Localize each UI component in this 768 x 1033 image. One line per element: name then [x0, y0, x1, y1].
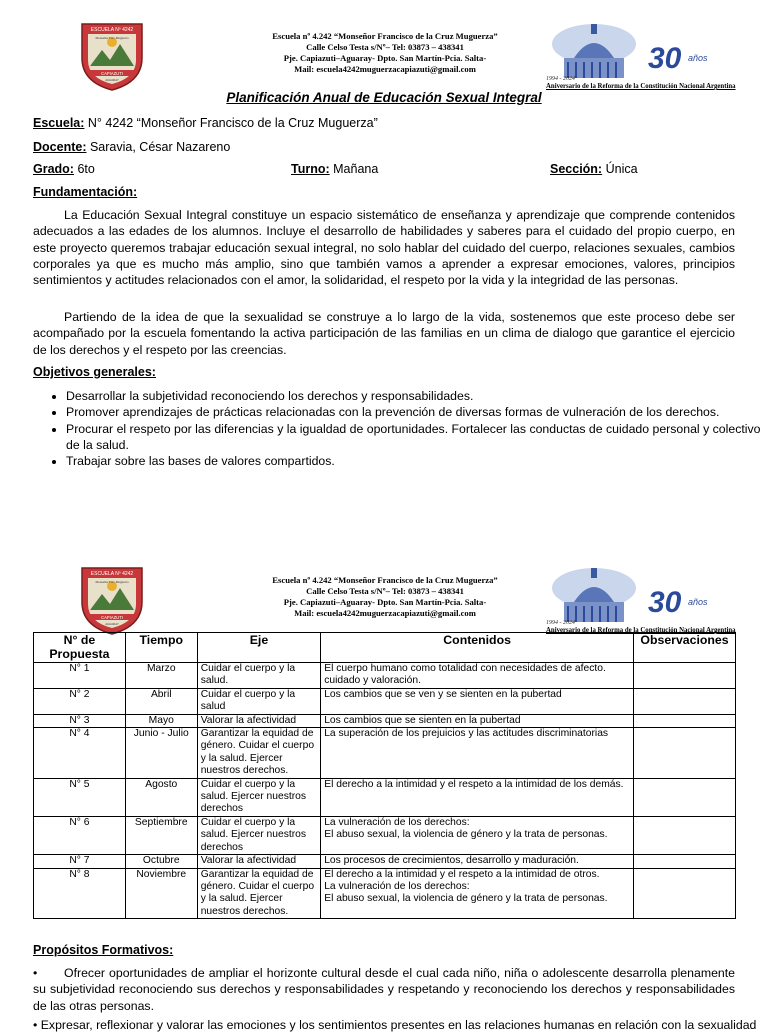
cell-observations: [634, 663, 736, 689]
letterhead: [0, 552, 768, 642]
anniversary-caption: Aniversario de la Reforma de la Constitución Nacional Argentina: [546, 83, 736, 90]
header-axis: Eje: [197, 633, 321, 663]
planning-table: [33, 632, 736, 919]
crest-town: AGUARAY: [105, 78, 119, 82]
crest-motto: Monseñor Fco. Muguerza: [95, 36, 129, 40]
cell-time: Marzo: [125, 663, 197, 689]
header-observations: Observaciones: [634, 633, 736, 663]
objetivos-heading: Objetivos generales:: [33, 365, 156, 379]
cell-contents: El derecho a la intimidad y el respeto a la intimidad de los demás.: [321, 778, 634, 816]
cell-time: Junio - Julio: [125, 728, 197, 779]
cell-observations: [634, 855, 736, 868]
crest-town: AGUARAY: [105, 622, 119, 626]
fundamentacion-paragraph-2: Partiendo de la idea de que la sexualidad se construye a lo largo de la vida, sostenemos que este proceso debe ser acompañado por la escuela fomentando la activa participación de las familias en un clima de dialogo que garantice el ejercicio de los derechos y el respeto por las creencias.: [33, 310, 735, 357]
table-row: [34, 778, 736, 816]
list-item: • Trabajar sobre las bases de valores compartidos.: [66, 453, 768, 469]
cell-number: N° 6: [34, 816, 126, 854]
teacher-value: Saravia, César Nazareno: [89, 140, 231, 154]
cell-axis: Cuidar el cuerpo y la salud. Ejercer nuestros derechos: [197, 778, 321, 816]
teacher-label: Docente:: [33, 140, 87, 154]
cell-number: N° 2: [34, 688, 126, 714]
anniversary-logo: [544, 22, 736, 94]
shift-value: Mañana: [333, 162, 379, 176]
cell-axis: Valorar la afectividad: [197, 714, 321, 727]
table-row: [34, 855, 736, 868]
cell-time: Octubre: [125, 855, 197, 868]
anniversary-caption: Aniversario de la Reforma de la Constitución Nacional Argentina: [546, 627, 736, 634]
address-line: Calle Celso Testa s/Nº– Tel: 03873 – 438341: [306, 586, 464, 596]
cell-contents: [321, 868, 634, 919]
cell-number: N° 7: [34, 855, 126, 868]
anniversary-suffix: años: [688, 597, 708, 607]
school-crest-logo: [78, 564, 146, 636]
cell-axis: Garantizar la equidad de género. Cuidar el cuerpo y la salud. Ejercer nuestros derechos.: [197, 868, 321, 919]
cell-number: N° 5: [34, 778, 126, 816]
crest-motto: Monseñor Fco. Muguerza: [95, 580, 129, 584]
table-row: [34, 868, 736, 919]
propositos-heading: Propósitos Formativos:: [33, 943, 174, 957]
address-line: Pje. Capiazuti–Aguaray- Dpto. San Martín-Pcia. Salta-: [283, 597, 487, 607]
cell-time: Noviembre: [125, 868, 197, 919]
school-label: Escuela:: [33, 116, 85, 130]
school-crest-logo: [78, 20, 146, 92]
address-line: Mail: escuela4242muguerzacapiazuti@gmail.com: [294, 64, 476, 74]
anniversary-years: 1994 - 2024: [546, 76, 575, 82]
table-row: [34, 663, 736, 689]
congress-building-icon: [544, 22, 724, 82]
grade-label: Grado:: [33, 162, 74, 176]
content-line: La vulneración de los derechos:: [324, 816, 470, 828]
content-line: El derecho a la intimidad y el respeto a la intimidad de otros.: [324, 868, 600, 880]
table-row: [34, 816, 736, 854]
cell-contents: [321, 816, 634, 854]
cell-number: N° 8: [34, 868, 126, 919]
address-line: Escuela nº 4.242 “Monseñor Francisco de la Cruz Muguerza”: [272, 575, 498, 585]
cell-observations: [634, 868, 736, 919]
letterhead: [0, 0, 768, 90]
cell-contents: Los cambios que se ven y se sienten en la pubertad: [321, 688, 634, 714]
cell-axis: Valorar la afectividad: [197, 855, 321, 868]
document-title: Planificación Anual de Educación Sexual Integral: [226, 90, 542, 105]
cell-contents: Los procesos de crecimientos, desarrollo y maduración.: [321, 855, 634, 868]
section-field: [550, 162, 638, 176]
address-line: Pje. Capiazuti–Aguaray- Dpto. San Martín-Pcia. Salta-: [283, 53, 487, 63]
propositos-paragraph-2: • Expresar, reflexionar y valorar las emociones y los sentimientos presentes en las relaciones humanas en relación con la sexualidad: [33, 1018, 757, 1032]
anniversary-number: 30: [648, 42, 682, 75]
cell-observations: [634, 816, 736, 854]
list-item: • Desarrollar la subjetividad reconociendo los derechos y responsabilidades.: [66, 388, 768, 404]
cell-time: Septiembre: [125, 816, 197, 854]
cell-number: N° 4: [34, 728, 126, 779]
cell-axis: Garantizar la equidad de género. Cuidar el cuerpo y la salud. Ejercer nuestros derechos.: [197, 728, 321, 779]
cell-observations: [634, 728, 736, 779]
address-line: Calle Celso Testa s/Nº– Tel: 03873 – 438341: [306, 42, 464, 52]
list-item: • Procurar el respeto por las diferencias y la igualdad de oportunidades. Fortalecer las conductas de cuidado personal y colectivo de la salud.: [66, 421, 768, 454]
teacher-field: [33, 140, 230, 154]
table-row: [34, 688, 736, 714]
cell-contents: Los cambios que se sienten en la pubertad: [321, 714, 634, 727]
header-proposal-number: N° de Propuesta: [34, 633, 126, 663]
cell-observations: [634, 778, 736, 816]
content-line: El abuso sexual, la violencia de género y la trata de personas.: [324, 829, 608, 841]
cell-contents: La superación de los prejuicios y las actitudes discriminatorias: [321, 728, 634, 779]
crest-place: CAPIAZUTI: [101, 71, 123, 76]
content-line: La vulneración de los derechos:: [324, 880, 470, 892]
cell-observations: [634, 688, 736, 714]
propositos-text: Ofrecer oportunidades de ampliar el horizonte cultural desde el cual cada niño, niña o adolescente desarrolla plenamente su subjetividad reconociendo sus derechos y responsabilidades y respetando y reconociendo los derechos y responsabilidades de las otras personas.: [33, 966, 735, 1013]
page-2: [0, 552, 768, 1032]
cell-contents: El cuerpo humano como totalidad con necesidades de afecto. cuidado y valoración.: [321, 663, 634, 689]
objetivos-list: [33, 388, 768, 469]
cell-time: Abril: [125, 688, 197, 714]
school-value: N° 4242 “Monseñor Francisco de la Cruz Muguerza”: [87, 116, 378, 130]
anniversary-logo: [544, 566, 736, 638]
content-line: El abuso sexual, la violencia de género y la trata de personas.: [324, 893, 608, 905]
anniversary-suffix: años: [688, 53, 708, 63]
header-time: Tiempo: [125, 633, 197, 663]
school-address-block: [200, 575, 570, 619]
list-item: • Promover aprendizajes de prácticas relacionadas con la prevención de diversas formas de vulneración de los derechos.: [66, 404, 768, 420]
anniversary-number: 30: [648, 586, 682, 619]
section-value: Única: [605, 162, 638, 176]
fundamentacion-paragraph-1: La Educación Sexual Integral constituye un espacio sistemático de enseñanza y aprendizaje que comprende contenidos adecuados a las edades de los alumnos. Incluye el desarrollo de habilidades y saberes para el cuidado del propio cuerpo, en este proyecto queremos trabajar educación sexual integral, no solo hablar del cuidado del cuerpo, relaciones sexuales, cambios corporales ya que es mucho más amplio, sino que también vamos a aprender a expresar emociones, valores, principios sentimientos y actitudes relacionados con el amor, la solidaridad, el respeto por la vida y la integridad de las personas.: [33, 208, 735, 288]
address-line: Escuela nº 4.242 “Monseñor Francisco de la Cruz Muguerza”: [272, 31, 498, 41]
table-header-row: [34, 633, 736, 663]
grade-value: 6to: [77, 162, 95, 176]
crest-school-number: ESCUELA Nº 4242: [90, 27, 134, 33]
school-address-block: [200, 31, 570, 75]
address-line: Mail: escuela4242muguerzacapiazuti@gmail.com: [294, 608, 476, 618]
cell-observations: [634, 714, 736, 727]
anniversary-years: 1994 - 2024: [546, 620, 575, 626]
cell-time: Agosto: [125, 778, 197, 816]
cell-number: N° 3: [34, 714, 126, 727]
crest-place: CAPIAZUTI: [101, 615, 123, 620]
crest-school-number: ESCUELA Nº 4242: [90, 571, 134, 577]
cell-axis: Cuidar el cuerpo y la salud: [197, 688, 321, 714]
cell-number: N° 1: [34, 663, 126, 689]
cell-axis: Cuidar el cuerpo y la salud. Ejercer nuestros derechos: [197, 816, 321, 854]
shift-field: [291, 162, 378, 176]
congress-building-icon: [544, 566, 724, 626]
fundamentacion-heading: Fundamentación:: [33, 185, 138, 199]
cell-axis: Cuidar el cuerpo y la salud.: [197, 663, 321, 689]
bullet-icon: •: [33, 966, 38, 980]
section-label: Sección:: [550, 162, 603, 176]
header-contents: Contenidos: [321, 633, 634, 663]
propositos-paragraph-1: [33, 965, 735, 1014]
table-row: [34, 728, 736, 779]
grade-field: [33, 162, 95, 176]
shift-label: Turno:: [291, 162, 330, 176]
school-field: [33, 116, 378, 130]
cell-time: Mayo: [125, 714, 197, 727]
table-row: [34, 714, 736, 727]
